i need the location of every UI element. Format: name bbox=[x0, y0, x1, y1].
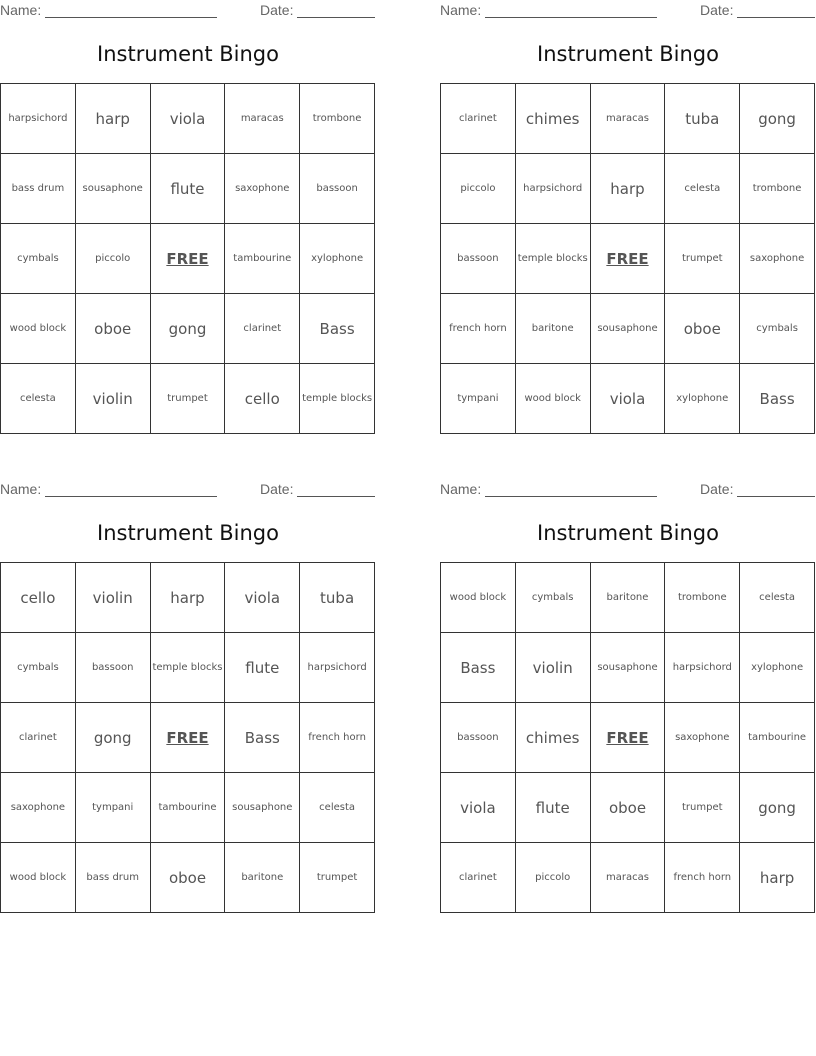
bingo-cell: gong bbox=[740, 84, 815, 154]
bingo-cell: cymbals bbox=[1, 633, 76, 703]
bingo-cell: maracas bbox=[225, 84, 300, 154]
bingo-cell: cymbals bbox=[516, 563, 591, 633]
bingo-cell: harpsichord bbox=[665, 633, 740, 703]
bingo-cell: celesta bbox=[1, 364, 76, 434]
bingo-cell: tuba bbox=[665, 84, 740, 154]
bingo-cell: flute bbox=[516, 773, 591, 843]
bingo-cell: oboe bbox=[591, 773, 666, 843]
bingo-cell: gong bbox=[740, 773, 815, 843]
bingo-cell: tambourine bbox=[740, 703, 815, 773]
date-label: Date: bbox=[700, 2, 734, 18]
bingo-card-2 bbox=[440, 0, 816, 436]
bingo-cell: trombone bbox=[300, 84, 375, 154]
bingo-cell: bassoon bbox=[76, 633, 151, 703]
bingo-cell: wood block bbox=[1, 843, 76, 913]
date-label: Date: bbox=[260, 2, 294, 18]
bingo-cell: cello bbox=[1, 563, 76, 633]
bingo-cell: clarinet bbox=[1, 703, 76, 773]
bingo-cell: celesta bbox=[740, 563, 815, 633]
bingo-cell: gong bbox=[151, 294, 226, 364]
bingo-cell: wood block bbox=[1, 294, 76, 364]
bingo-cell: oboe bbox=[76, 294, 151, 364]
bingo-cell: harp bbox=[740, 843, 815, 913]
bingo-cell: sousaphone bbox=[76, 154, 151, 224]
name-label: Name: bbox=[0, 2, 42, 18]
card-title: Instrument Bingo bbox=[537, 521, 719, 545]
bingo-grid bbox=[440, 562, 815, 913]
bingo-cell: flute bbox=[151, 154, 226, 224]
free-space-cell: FREE bbox=[591, 703, 666, 773]
bingo-cell: temple blocks bbox=[300, 364, 375, 434]
bingo-cell: Bass bbox=[225, 703, 300, 773]
bingo-cell: harpsichord bbox=[1, 84, 76, 154]
bingo-cell: sousaphone bbox=[225, 773, 300, 843]
bingo-cell: violin bbox=[76, 364, 151, 434]
name-blank-line bbox=[45, 17, 217, 18]
bingo-cell: tambourine bbox=[151, 773, 226, 843]
bingo-card-4 bbox=[440, 479, 816, 915]
bingo-cell: sousaphone bbox=[591, 633, 666, 703]
bingo-cell: tambourine bbox=[225, 224, 300, 294]
name-blank-line bbox=[485, 17, 657, 18]
name-label: Name: bbox=[0, 481, 42, 497]
name-label: Name: bbox=[440, 2, 482, 18]
bingo-cell: trombone bbox=[665, 563, 740, 633]
bingo-cell: bassoon bbox=[441, 224, 516, 294]
free-space-cell: FREE bbox=[591, 224, 666, 294]
name-label: Name: bbox=[440, 481, 482, 497]
bingo-cell: celesta bbox=[665, 154, 740, 224]
date-blank-line bbox=[737, 496, 815, 497]
bingo-cell: temple blocks bbox=[516, 224, 591, 294]
bingo-cell: baritone bbox=[591, 563, 666, 633]
bingo-cell: maracas bbox=[591, 84, 666, 154]
bingo-cell: cello bbox=[225, 364, 300, 434]
bingo-cell: harp bbox=[76, 84, 151, 154]
bingo-card-3 bbox=[0, 479, 376, 915]
bingo-cell: clarinet bbox=[441, 843, 516, 913]
bingo-cell: flute bbox=[225, 633, 300, 703]
bingo-cell: bassoon bbox=[300, 154, 375, 224]
bingo-cell: cymbals bbox=[1, 224, 76, 294]
bingo-grid bbox=[440, 83, 815, 434]
card-title: Instrument Bingo bbox=[537, 42, 719, 66]
date-label: Date: bbox=[260, 481, 294, 497]
bingo-cell: sousaphone bbox=[591, 294, 666, 364]
bingo-cell: Bass bbox=[740, 364, 815, 434]
bingo-cell: piccolo bbox=[441, 154, 516, 224]
bingo-grid bbox=[0, 562, 375, 913]
bingo-cell: french horn bbox=[300, 703, 375, 773]
bingo-cell: tuba bbox=[300, 563, 375, 633]
bingo-cell: xylophone bbox=[300, 224, 375, 294]
card-header bbox=[0, 479, 376, 499]
card-header bbox=[440, 0, 816, 20]
bingo-cell: bassoon bbox=[441, 703, 516, 773]
bingo-cell: trumpet bbox=[300, 843, 375, 913]
bingo-cell: violin bbox=[76, 563, 151, 633]
bingo-cell: maracas bbox=[591, 843, 666, 913]
bingo-cell: viola bbox=[151, 84, 226, 154]
bingo-cell: xylophone bbox=[740, 633, 815, 703]
bingo-cell: trombone bbox=[740, 154, 815, 224]
bingo-cell: french horn bbox=[441, 294, 516, 364]
bingo-cell: celesta bbox=[300, 773, 375, 843]
bingo-cell: harpsichord bbox=[516, 154, 591, 224]
bingo-cell: Bass bbox=[300, 294, 375, 364]
bingo-cell: tympani bbox=[441, 364, 516, 434]
bingo-cell: harpsichord bbox=[300, 633, 375, 703]
bingo-cell: french horn bbox=[665, 843, 740, 913]
card-title: Instrument Bingo bbox=[97, 521, 279, 545]
bingo-cell: piccolo bbox=[76, 224, 151, 294]
bingo-cell: saxophone bbox=[740, 224, 815, 294]
bingo-cell: harp bbox=[151, 563, 226, 633]
bingo-cell: chimes bbox=[516, 84, 591, 154]
card-header bbox=[0, 0, 376, 20]
bingo-cell: xylophone bbox=[665, 364, 740, 434]
bingo-cell: oboe bbox=[665, 294, 740, 364]
bingo-cell: saxophone bbox=[665, 703, 740, 773]
bingo-cell: viola bbox=[591, 364, 666, 434]
bingo-cell: saxophone bbox=[225, 154, 300, 224]
bingo-cell: tympani bbox=[76, 773, 151, 843]
bingo-cell: viola bbox=[225, 563, 300, 633]
bingo-cell: clarinet bbox=[225, 294, 300, 364]
date-blank-line bbox=[737, 17, 815, 18]
bingo-cell: temple blocks bbox=[151, 633, 226, 703]
bingo-cell: harp bbox=[591, 154, 666, 224]
date-blank-line bbox=[297, 17, 375, 18]
name-blank-line bbox=[485, 496, 657, 497]
bingo-cell: cymbals bbox=[740, 294, 815, 364]
card-header bbox=[440, 479, 816, 499]
bingo-cell: Bass bbox=[441, 633, 516, 703]
bingo-cell: baritone bbox=[225, 843, 300, 913]
bingo-cell: bass drum bbox=[1, 154, 76, 224]
bingo-cell: trumpet bbox=[665, 773, 740, 843]
bingo-cell: gong bbox=[76, 703, 151, 773]
bingo-cell: trumpet bbox=[151, 364, 226, 434]
bingo-cell: viola bbox=[441, 773, 516, 843]
bingo-cell: violin bbox=[516, 633, 591, 703]
free-space-cell: FREE bbox=[151, 224, 226, 294]
bingo-cell: saxophone bbox=[1, 773, 76, 843]
bingo-grid bbox=[0, 83, 375, 434]
date-label: Date: bbox=[700, 481, 734, 497]
bingo-cell: piccolo bbox=[516, 843, 591, 913]
bingo-cell: wood block bbox=[516, 364, 591, 434]
date-blank-line bbox=[297, 496, 375, 497]
bingo-cell: bass drum bbox=[76, 843, 151, 913]
bingo-cell: baritone bbox=[516, 294, 591, 364]
card-title: Instrument Bingo bbox=[97, 42, 279, 66]
bingo-cell: wood block bbox=[441, 563, 516, 633]
free-space-cell: FREE bbox=[151, 703, 226, 773]
name-blank-line bbox=[45, 496, 217, 497]
bingo-cell: oboe bbox=[151, 843, 226, 913]
bingo-cell: chimes bbox=[516, 703, 591, 773]
bingo-cell: clarinet bbox=[441, 84, 516, 154]
bingo-card-1 bbox=[0, 0, 376, 436]
bingo-cell: trumpet bbox=[665, 224, 740, 294]
